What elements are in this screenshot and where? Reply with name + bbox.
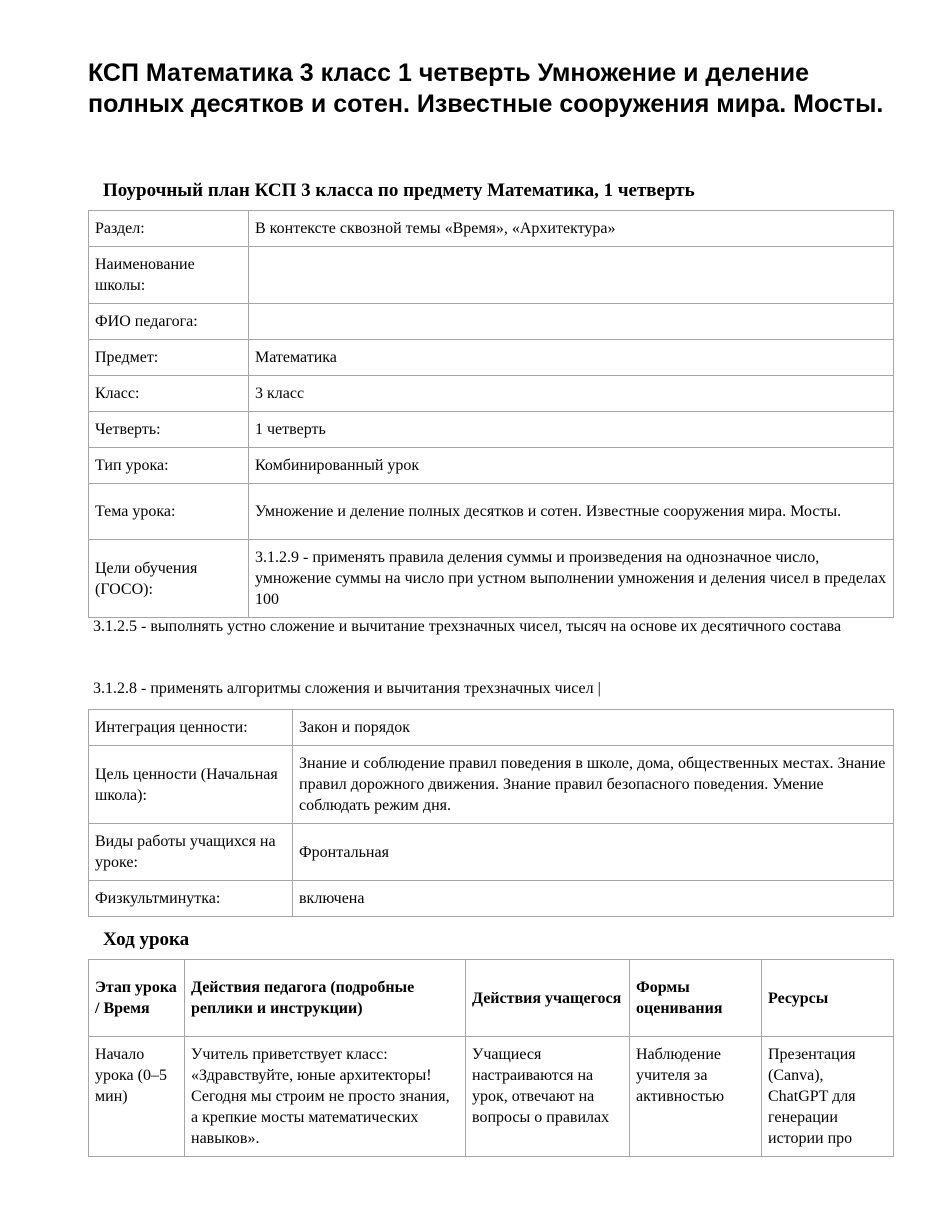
info-label: Раздел: bbox=[89, 211, 249, 247]
lesson-header-cell: Формы оценивания bbox=[630, 960, 762, 1037]
values-table bbox=[88, 709, 894, 917]
info-value: 1 четверть bbox=[249, 412, 894, 448]
lesson-header-cell: Действия педагога (подробные реплики и инструкции) bbox=[185, 960, 466, 1037]
lesson-heading: Ход урока bbox=[103, 929, 190, 950]
info-row bbox=[89, 304, 894, 340]
info-label: Наименование школы: bbox=[89, 247, 249, 304]
info-row bbox=[89, 412, 894, 448]
values-value: Фронтальная bbox=[293, 824, 894, 881]
lesson-cell: Презентация (Canva), ChatGPT для генерации истории про bbox=[762, 1037, 894, 1157]
info-value: Умножение и деление полных десятков и сотен. Известные сооружения мира. Мосты. bbox=[249, 484, 894, 540]
info-value: Комбинированный урок bbox=[249, 448, 894, 484]
info-label: Тема урока: bbox=[89, 484, 249, 540]
lesson-cell: Начало урока (0–5 мин) bbox=[89, 1037, 185, 1157]
document-title: КСП Математика 3 класс 1 четверть Умножение и деление полных десятков и сотен. Известные сооружения мира. Мосты. bbox=[88, 59, 884, 118]
lesson-header-row bbox=[89, 960, 894, 1037]
info-row bbox=[89, 340, 894, 376]
lesson-cell: Наблюдение учителя за активностью bbox=[630, 1037, 762, 1157]
info-label: Цели обучения (ГОСО): bbox=[89, 540, 249, 618]
values-row bbox=[89, 824, 894, 881]
lesson-cell: Учащиеся настраиваются на урок, отвечают на вопросы о правилах bbox=[466, 1037, 630, 1157]
lesson-header-cell: Этап урока / Время bbox=[89, 960, 185, 1037]
info-row bbox=[89, 376, 894, 412]
values-label: Интеграция ценности: bbox=[89, 710, 293, 746]
info-row bbox=[89, 448, 894, 484]
lesson-table bbox=[88, 959, 894, 1157]
values-row bbox=[89, 710, 894, 746]
lesson-row bbox=[89, 1037, 894, 1157]
info-table bbox=[88, 210, 894, 618]
lesson-cell: Учитель приветствует класс: «Здравствуйте, юные архитекторы! Сегодня мы строим не просто знания, а крепкие мосты математических навыков». bbox=[185, 1037, 466, 1157]
info-row bbox=[89, 484, 894, 540]
info-value: В контексте сквозной темы «Время», «Архитектура» bbox=[249, 211, 894, 247]
info-row bbox=[89, 247, 894, 304]
goal-paragraph-1: 3.1.2.5 - выполнять устно сложение и вычитание трехзначных чисел, тысяч на основе их десятичного состава bbox=[93, 618, 842, 635]
lesson-header-cell: Ресурсы bbox=[762, 960, 894, 1037]
info-label: Предмет: bbox=[89, 340, 249, 376]
lesson-header-cell: Действия учащегося bbox=[466, 960, 630, 1037]
info-row bbox=[89, 540, 894, 618]
info-value: Математика bbox=[249, 340, 894, 376]
info-label: Класс: bbox=[89, 376, 249, 412]
values-value: включена bbox=[293, 881, 894, 917]
goal-paragraph-2: 3.1.2.8 - применять алгоритмы сложения и вычитания трехзначных чисел | bbox=[93, 680, 601, 697]
info-value: 3.1.2.9 - применять правила деления суммы и произведения на однозначное число, умножение суммы на число при устном выполнении умножения и деления чисел в пределах 100 bbox=[249, 540, 894, 618]
info-label: Четверть: bbox=[89, 412, 249, 448]
values-value: Знание и соблюдение правил поведения в школе, дома, общественных местах. Знание правил дорожного движения. Знание правил безопасного поведения. Умение соблюдать режим дня. bbox=[293, 746, 894, 824]
values-row bbox=[89, 881, 894, 917]
values-row bbox=[89, 746, 894, 824]
info-row bbox=[89, 211, 894, 247]
info-value bbox=[249, 247, 894, 304]
info-label: ФИО педагога: bbox=[89, 304, 249, 340]
values-value: Закон и порядок bbox=[293, 710, 894, 746]
info-label: Тип урока: bbox=[89, 448, 249, 484]
values-label: Цель ценности (Начальная школа): bbox=[89, 746, 293, 824]
info-value: 3 класс bbox=[249, 376, 894, 412]
values-label: Физкультминутка: bbox=[89, 881, 293, 917]
plan-heading: Поурочный план КСП 3 класса по предмету Математика, 1 четверть bbox=[103, 180, 695, 201]
info-value bbox=[249, 304, 894, 340]
values-label: Виды работы учащихся на уроке: bbox=[89, 824, 293, 881]
